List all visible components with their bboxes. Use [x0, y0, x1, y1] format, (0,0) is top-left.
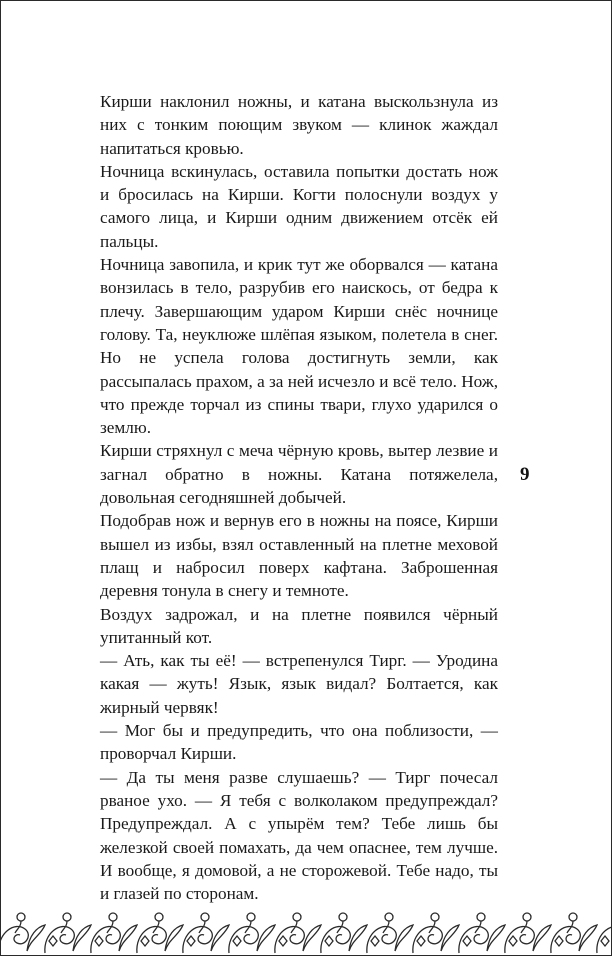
paragraph: — Да ты меня разве слушаешь? — Тирг почесал рваное ухо. — Я тебя с волколаком предупреждал? Предупреждал. А с упырём тем? Тебе лишь бы железкой своей помахать, да чем опаснее, тем лучше. И вообще, я домовой, а не сторожевой. Тебе надо, ты и глазей по сторонам.: [100, 767, 498, 904]
paragraph: Ночница вскинулась, оставила попытки достать нож и бросилась на Кирши. Когти полоснули воздух у самого лица, и Кирши одним движением отсёк ей пальцы.: [100, 161, 498, 251]
paragraph: Кирши наклонил ножны, и катана выскользнула из них с тонким поющим звуком — клинок жаждал напитаться кровью.: [100, 92, 498, 158]
paragraph: Подобрав нож и вернув его в ножны на поясе, Кирши вышел из избы, взял оставленный на плетне меховой плащ и набросил поверх кафтана. Заброшенная деревня тонула в снегу и темноте.: [100, 511, 498, 601]
paragraph: — Ать, как ты её! — встрепенулся Тирг. — Уродина какая — жуть! Язык, язык видал? Болтается, как жирный червяк!: [100, 651, 498, 717]
body-text: [100, 90, 498, 905]
floral-border-icon: [1, 895, 611, 955]
paragraph: Воздух задрожал, и на плетне появился чёрный упитанный кот.: [100, 604, 498, 647]
page-number: 9: [520, 464, 530, 485]
paragraph: Кирши стряхнул с меча чёрную кровь, вытер лезвие и загнал обратно в ножны. Катана потяжелела, довольная сегодняшней добычей.: [100, 441, 498, 508]
paragraph: — Мог бы и предупредить, что она поблизости, — проворчал Кирши.: [100, 721, 498, 764]
paragraph: Ночница завопила, и крик тут же оборвался — катана вонзилась в тело, разрубив его наискось, от бедра к плечу. Завершающим ударом Кирши снёс ночнице голову. Та, неуклюже шлёпая языком, полетела в снег. Но не успела голова достигнуть земли, как рассыпалась прахом, а за ней исчезло и всё тело. Нож, что прежде торчал из спины твари, глухо ударился о землю.: [100, 255, 498, 438]
